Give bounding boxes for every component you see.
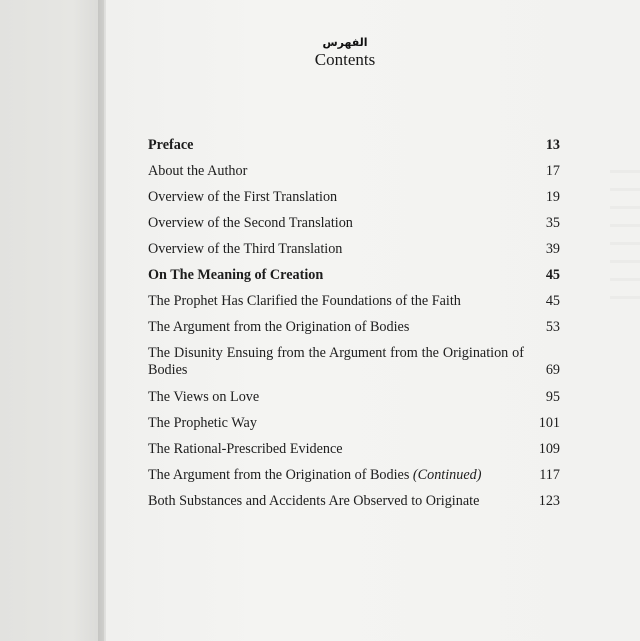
toc-entry-page: 39: [545, 241, 560, 257]
toc-entry-second-translation[interactable]: [148, 215, 568, 232]
toc-entry-title: The Prophet Has Clarified the Foundations of the Faith: [148, 293, 461, 309]
toc-entry-third-translation[interactable]: [148, 241, 568, 258]
toc-entry-title-main: The Argument from the Origination of Bodies: [148, 467, 410, 483]
toc-entry-title: About the Author: [148, 163, 248, 179]
toc-entry-title: Overview of the Third Translation: [148, 241, 343, 257]
toc-entry-title: Both Substances and Accidents Are Observed to Originate: [148, 493, 480, 509]
show-through-text: [610, 170, 640, 300]
toc-entry-page: 13: [545, 137, 560, 153]
toc-entry-substances-accidents[interactable]: [148, 493, 568, 510]
toc-entry-page: 95: [545, 389, 560, 405]
toc-entry-page: 123: [538, 493, 560, 509]
arabic-heading: الفهرس: [322, 36, 368, 49]
toc-entry-origination-of-bodies[interactable]: [148, 319, 568, 336]
toc-entry-title: Overview of the First Translation: [148, 189, 338, 205]
left-page: [0, 0, 104, 641]
toc-entry-page: 45: [545, 267, 560, 283]
toc-entry-page: 19: [545, 189, 560, 205]
toc-entry-prophetic-way[interactable]: [148, 415, 568, 432]
toc-entry-origination-continued[interactable]: [148, 467, 568, 484]
table-of-contents: [148, 137, 568, 510]
toc-entry-title: The Argument from the Origination of Bodies: [148, 319, 410, 335]
toc-entry-preface[interactable]: [148, 137, 568, 154]
toc-entry-title: The Views on Love: [148, 389, 260, 405]
toc-entry-meaning-of-creation[interactable]: [148, 267, 568, 284]
toc-entry-title: [148, 467, 568, 484]
toc-entry-rational-evidence[interactable]: [148, 441, 568, 458]
toc-entry-foundations-of-faith[interactable]: [148, 293, 568, 310]
toc-entry-about-author[interactable]: [148, 163, 568, 180]
toc-entry-page: 45: [545, 293, 560, 309]
toc-entry-page: 101: [538, 415, 560, 431]
toc-entry-title: Overview of the Second Translation: [148, 215, 353, 231]
toc-entry-page: 109: [538, 441, 560, 457]
toc-entry-title: The Disunity Ensuing from the Argument from the Origination of Bodies: [148, 345, 524, 378]
page-title: Contents: [314, 50, 376, 69]
toc-entry-title: Preface: [148, 137, 194, 153]
toc-entry-title: The Prophetic Way: [148, 415, 257, 431]
toc-entry-page: 17: [545, 163, 560, 179]
toc-entry-continued-note: (Continued): [412, 467, 482, 483]
toc-entry-first-translation[interactable]: [148, 189, 568, 206]
toc-entry-page: 117: [539, 467, 560, 483]
toc-entry-page: 35: [545, 215, 560, 231]
toc-entry-title: On The Meaning of Creation: [148, 267, 324, 283]
toc-entry-title: The Rational-Prescribed Evidence: [148, 441, 343, 457]
toc-entry-disunity[interactable]: [148, 345, 568, 379]
toc-entry-views-on-love[interactable]: [148, 389, 568, 406]
toc-entry-page: 53: [545, 319, 560, 335]
toc-entry-page: 69: [545, 362, 560, 378]
